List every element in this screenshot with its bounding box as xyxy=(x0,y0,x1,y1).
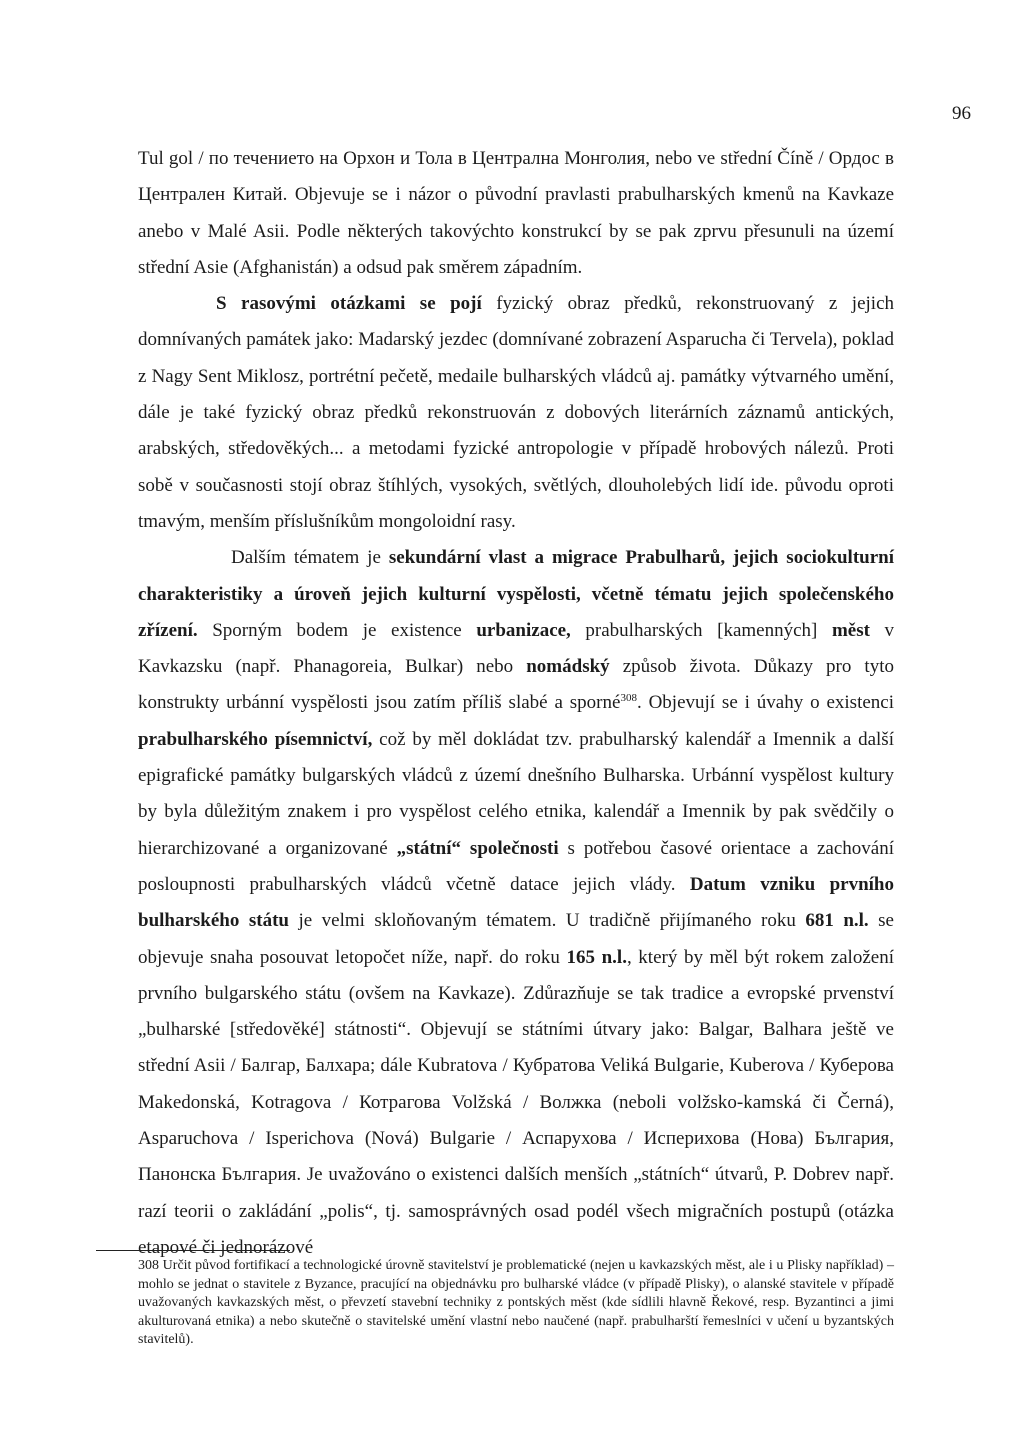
text-run: se objevuje snaha posouvat letopočet níže, např. do roku xyxy=(138,910,894,968)
text-run: Sporným bodem je existence xyxy=(197,619,477,641)
text-run: s potřebou časové orientace a zachování posloupnosti prabulharských vládců včetně datace jejich vlády. xyxy=(138,837,894,895)
paragraph-3 xyxy=(138,540,894,1266)
bold-phrase: urbanizace, xyxy=(476,619,571,641)
footnote-308: 308 Určit původ fortifikací a technologické úrovně stavitelství je problematické (nejen u kavkazských měst, ale i u Plisky například) – mohlo se jednat o stavitele z Byzance, pracující na objednávku pro bulharské vládce (v případě Plisky), o alanské stavitele v případě uvažovaných kavkazských měst, o převzetí stavební techniky z pontských měst (kde sídlili hlavně Řekové, resp. Byzantinci a jimi akulturovaná etnika) a nebo skutečně o stavitelské umění vlastní nebo naučené (např. prabulharští řemeslníci v učení u byzantských stavitelů). xyxy=(138,1258,894,1348)
footnote-separator xyxy=(96,1250,290,1251)
text-run: prabulharských [kamenných] xyxy=(570,619,832,641)
bold-phrase: S rasovými otázkami se pojí xyxy=(216,293,482,315)
bold-phrase: „státní“ společnosti xyxy=(396,837,559,859)
page-number: 96 xyxy=(952,103,971,124)
bold-phrase: prabulharského písemnictví, xyxy=(138,728,373,750)
body-text xyxy=(138,141,894,1266)
bold-phrase: nomádský xyxy=(526,656,610,678)
text-run: což by měl dokládat tzv. prabulharský kalendář a Imennik a další epigrafické památky bulgarských vládců z území dnešního Bulharska. Urbánní vyspělost kultury by byla důležitým znakem i pro vyspělost celého etnika, kalendář a Imennik by pak svědčily o hierarchizované a organizované xyxy=(138,728,894,859)
bold-phrase: měst xyxy=(831,619,870,641)
text-run: , který by měl být rokem založení prvního bulgarského státu (ovšem na Kavkaze). Zdůrazňuje se tak tradice a evropské prvenství „bulharské [středověké] státnosti“. Objevují se státními útvary jako: Balgar, Balhara ještě ve střední Asii / Балгар, Балхара; dále Kubratova / Кубратова Veliká Bulgarie, Kuberova / Куберова Makedonská, Kotragova / Котрагова Volžská / Волжка (neboli volžsko-kamská či Černá), Asparuchova / Isperichova (Nová) Bulgarie / Аспарухова / Исперихова (Нова) България, Панонска България. Je uvažováno o existenci dalších menších „státních“ útvarů, P. Dobrev např. razí teorii o zakládání „polis“, tj. samosprávných osad podél všech migračních postupů (otázka etapové či jednorázové xyxy=(138,946,894,1258)
bold-phrase: sekundární vlast a migrace Prabulharů, jejich sociokulturní charakteristiky a úroveň jejich kulturní vyspělosti, včetně tématu jejich společenského zřízení. xyxy=(138,547,895,641)
text-run: Dalším tématem je xyxy=(231,547,389,569)
paragraph-1: Tul gol / по течението на Орхон и Тола в Централна Монголия, nebo ve střední Číně / Ордос в Централен Китай. Objevuje se i názor o původní pravlasti prabulharských kmenů na Kavkaze anebo v Malé Asii. Podle některých takovýchto konstrukcí by se pak zprvu přesunuli na území střední Asie (Afghanistán) a odsud pak směrem západním. xyxy=(138,148,894,278)
text-run: fyzický obraz předků, rekonstruovaný z jejich domnívaných památek jako: Madarský jezdec (domnívané zobrazení Asparucha či Tervela), poklad z Nagy Sent Miklosz, portrétní pečetě, medaile bulharských vládců aj. památky výtvarného umění, dále je také fyzický obraz předků rekonstruován z dobových literárních záznamů antických, arabských, středověkých... a metodami fyzické antropologie v případě hrobových nálezů. Proti sobě v současnosti stojí obraz štíhlých, vysokých, světlých, dlouholebých lidí ide. původu oproti tmavým, menším příslušníkům mongoloidní rasy. xyxy=(138,293,894,532)
text-run: v Kavkazsku (např. Phanagoreia, Bulkar) nebo xyxy=(138,619,895,678)
bold-phrase: 165 n.l. xyxy=(566,946,627,968)
bold-phrase: 681 n.l. xyxy=(805,910,869,932)
text-run: je velmi skloňovaným tématem. U tradičně přijímaného roku xyxy=(288,910,806,932)
footnote-reference[interactable]: 308 xyxy=(620,692,637,705)
text-run: způsob života. Důkazy pro tyto konstrukty urbánní vyspělosti jsou zatím příliš slabé a sporné xyxy=(138,656,894,714)
text-run: . Objevují se i úvahy o existenci xyxy=(636,692,894,714)
paragraph-2 xyxy=(138,286,894,540)
bold-phrase: Datum vzniku prvního bulharského státu xyxy=(138,873,894,932)
